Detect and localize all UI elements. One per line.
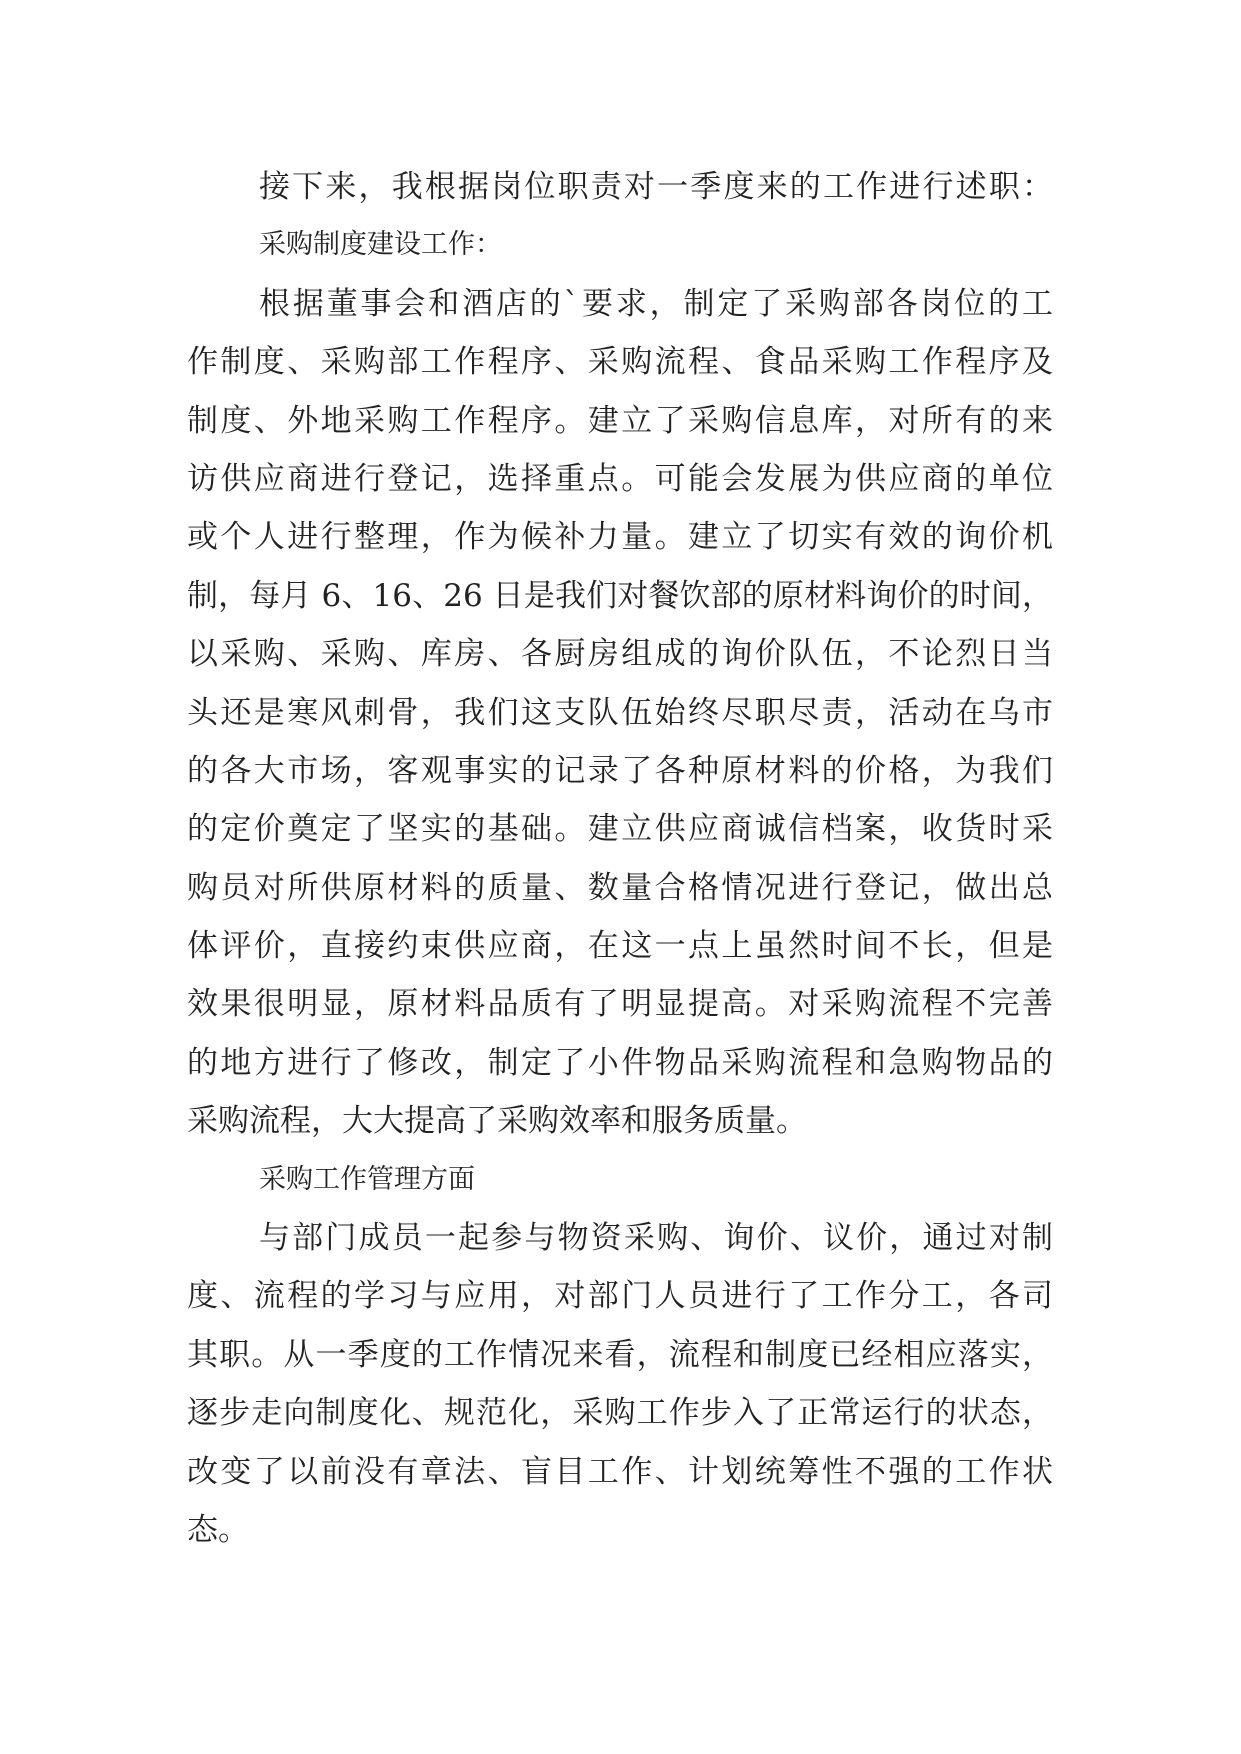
text-line: 制度、外地采购工作程序。建立了采购信息库，对所有的来 <box>187 402 1053 439</box>
text-line: 的定价奠定了坚实的基础。建立供应商诚信档案，收货时采 <box>187 811 1053 848</box>
text-line: 的各大市场，客观事实的记录了各种原材料的价格，为我们 <box>187 752 1053 789</box>
text-line: 度、流程的学习与应用，对部门人员进行了工作分工，各司 <box>187 1278 1053 1315</box>
text-line: 或个人进行整理，作为候补力量。建立了切实有效的询价机 <box>187 519 1053 556</box>
procurement-system-paragraph <box>187 275 1053 1151</box>
text-line: 体评价，直接约束供应商，在这一点上虽然时间不长，但是 <box>187 928 1053 965</box>
text-line: 接下来，我根据岗位职责对一季度来的工作进行述职： <box>259 169 1053 205</box>
text-line: 头还是寒风刺骨，我们这支队伍始终尽职尽责，活动在乌市 <box>187 694 1053 731</box>
procurement-management-paragraph <box>187 1209 1053 1559</box>
text-line: 采购流程，大大提高了采购效率和服务质量。 <box>187 1103 807 1140</box>
document-body <box>187 158 1053 1559</box>
section-heading: 采购工作管理方面 <box>259 1163 475 1195</box>
text-line: 效果很明显，原材料品质有了明显提高。对采购流程不完善 <box>187 986 1053 1023</box>
section-heading-procurement-system <box>187 216 1053 274</box>
text-line: 改变了以前没有章法、盲目工作、计划统筹性不强的工作状 <box>187 1453 1053 1490</box>
section-heading-procurement-management <box>187 1151 1053 1209</box>
text-line: 与部门成员一起参与物资采购、询价、议价，通过对制 <box>259 1220 1053 1257</box>
intro-paragraph <box>187 158 1053 216</box>
text-line: 作制度、采购部工作程序、采购流程、食品采购工作程序及 <box>187 344 1053 381</box>
text-line: 其职。从一季度的工作情况来看，流程和制度已经相应落实， <box>187 1336 1053 1373</box>
section-heading: 采购制度建设工作： <box>259 229 502 261</box>
text-line: 购员对所供原材料的质量、数量合格情况进行登记，做出总 <box>187 869 1053 906</box>
text-line: 以采购、采购、库房、各厨房组成的询价队伍，不论烈日当 <box>187 636 1053 673</box>
text-line: 的地方进行了修改，制定了小件物品采购流程和急购物品的 <box>187 1044 1053 1081</box>
text-line: 根据董事会和酒店的`要求，制定了采购部各岗位的工 <box>259 285 1053 322</box>
text-line: 访供应商进行登记，选择重点。可能会发展为供应商的单位 <box>187 460 1053 497</box>
text-line: 态。 <box>187 1511 249 1548</box>
text-line: 制，每月 6、16、26 日是我们对餐饮部的原材料询价的时间， <box>187 577 1053 614</box>
text-line: 逐步走向制度化、规范化，采购工作步入了正常运行的状态， <box>187 1395 1053 1432</box>
